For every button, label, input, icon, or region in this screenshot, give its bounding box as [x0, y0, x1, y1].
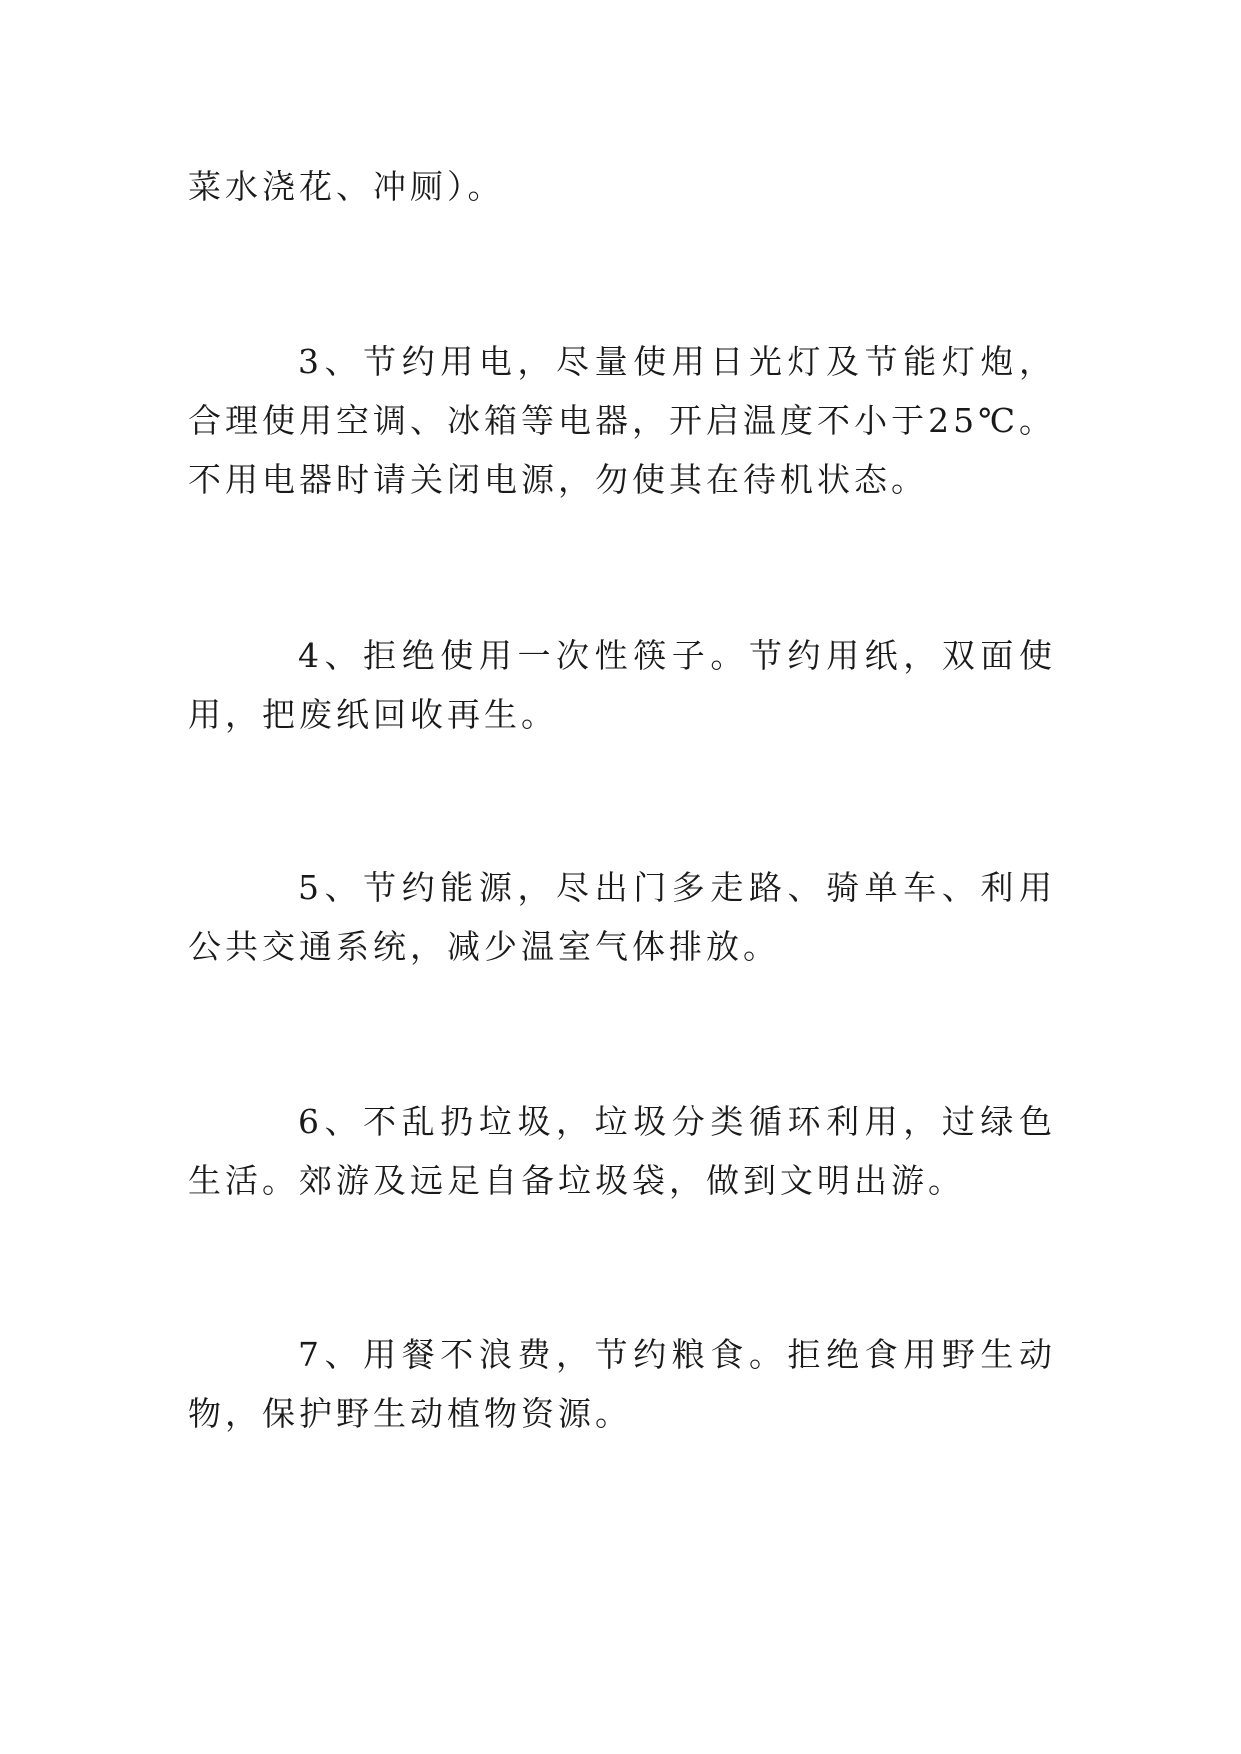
paragraph-item-3: 3、节约用电，尽量使用日光灯及节能灯炮，合理使用空调、冰箱等电器，开启温度不小于25℃。不用电器时请关闭电源，勿使其在待机状态。: [188, 342, 1056, 499]
paragraph-item-7: 7、用餐不浪费，节约粮食。拒绝食用野生动物，保护野生动植物资源。: [188, 1335, 1056, 1433]
paragraph-item-6: 6、不乱扔垃圾，垃圾分类循环利用，过绿色生活。郊游及远足自备垃圾袋，做到文明出游。: [188, 1102, 1056, 1200]
paragraph-item-4: 4、拒绝使用一次性筷子。节约用纸，双面使用，把废纸回收再生。: [188, 636, 1056, 734]
paragraph-continuation: 菜水浇花、冲厕）。: [188, 167, 505, 206]
paragraph-item-5: 5、节约能源，尽出门多走路、骑单车、利用公共交通系统，减少温室气体排放。: [188, 868, 1056, 966]
